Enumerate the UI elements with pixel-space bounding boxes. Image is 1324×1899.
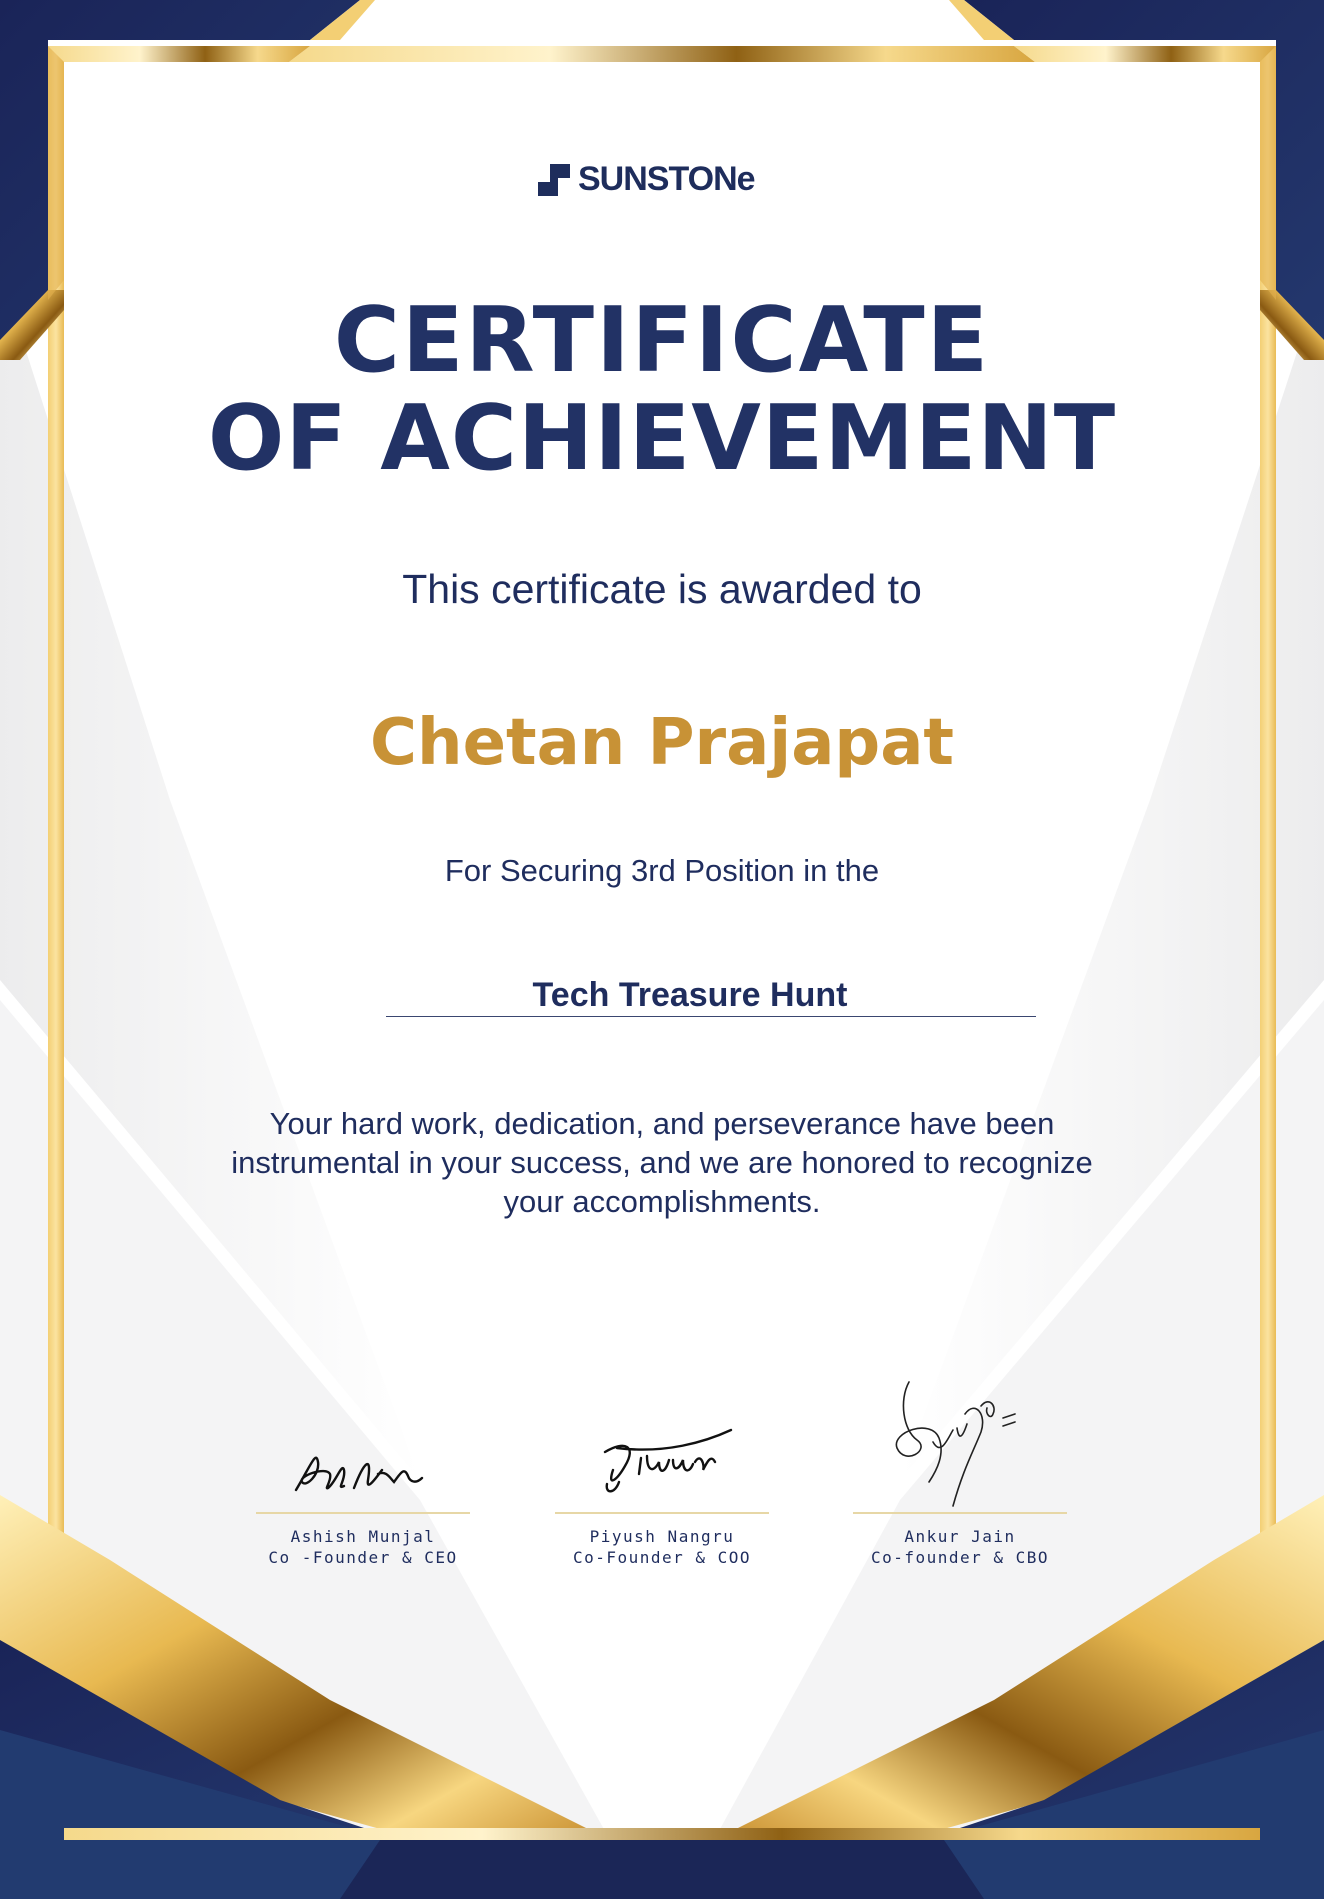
brand-wordmark: SUNSTONe [578, 160, 755, 198]
recipient-name: Chetan Prajapat [370, 706, 954, 780]
signatory-3-role: Co-founder & CBO [870, 1548, 1050, 1567]
signatory-3 [853, 1370, 1067, 1568]
signature-3-image [853, 1370, 1067, 1510]
signature-1-image [256, 1370, 470, 1510]
certificate-title-line-1: CERTIFICATE [333, 288, 991, 393]
signature-2-line [555, 1512, 769, 1514]
signature-3-line [853, 1512, 1067, 1514]
signatory-2 [555, 1370, 769, 1568]
brand-logo [538, 160, 755, 199]
reason-text: For Securing 3rd Position in the [444, 853, 880, 888]
signature-2-image [555, 1370, 769, 1510]
signature-1-line [256, 1512, 470, 1514]
achievement-message: Your hard work, dedication, and perseverance have been instrumental in your success, and we are honored to recognize your accomplishments. [231, 1106, 1093, 1219]
awarded-to-text: This certificate is awarded to [402, 566, 922, 612]
signatory-2-role: Co-Founder & COO [572, 1548, 752, 1567]
signatory-1-name: Ashish Munjal [290, 1527, 436, 1546]
certificate-title-line-2: OF ACHIEVEMENT [207, 386, 1117, 491]
signatory-1-role: Co -Founder & CEO [268, 1548, 458, 1567]
sunstone-logo-icon [538, 164, 570, 196]
signatory-3-name: Ankur Jain [904, 1527, 1016, 1546]
event-underline [386, 1016, 1036, 1017]
signatory-1 [256, 1370, 470, 1568]
signatory-2-name: Piyush Nangru [589, 1527, 735, 1546]
event-name: Tech Treasure Hunt [532, 976, 848, 1014]
